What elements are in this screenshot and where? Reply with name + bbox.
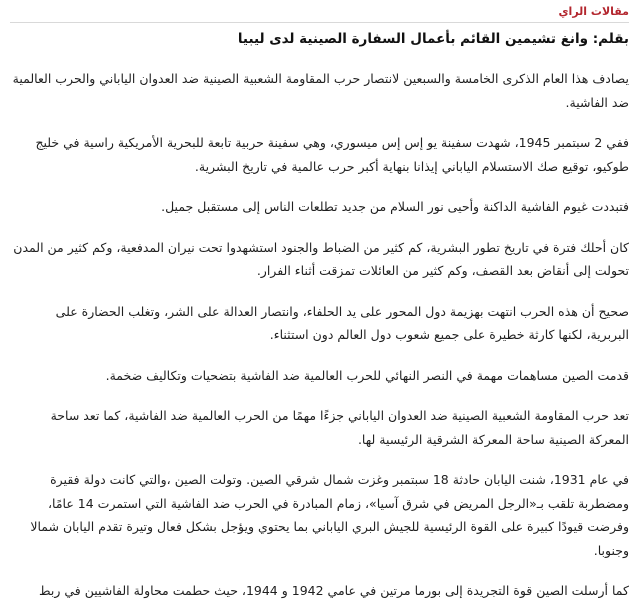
article-paragraph-3: فتبددت غيوم الفاشية الداكنة وأحيى نور السلام من جديد تطلعات الناس إلى مستقبل جميل.: [161, 199, 629, 214]
article-paragraph-4: كان أحلك فترة في تاريخ تطور البشرية، كم كثير من الضباط والجنود استشهدوا تحت نيران المدفعية، وكم كثير من المدن تحولت إلى أنقاض بعد القصف، وكم كثير من العائلات تمزقت أثناء الفرار.: [13, 239, 629, 278]
article-paragraph-6: قدمت الصين مساهمات مهمة في النصر النهائي للحرب العالمية ضد الفاشية بتضحيات وتكاليف ضخمة.: [105, 367, 629, 383]
article-paragraph-8: في عام 1931، شنت اليابان حادثة 18 سبتمبر وغزت شمال شرقي الصين. وتولت الصين ،والتي كانت دولة فقيرة ومضطربة تلقب بـ«الرجل المريض في شرق آسيا»، زمام المبادرة في الحرب ضد الفاشية التي استمرت 14 عامًا، وفرضت قيودًا كبيرة على القوة الرئيسية للجيش البري الياباني بما يحتوي ويؤجل بشكل فعال وتيرة تقدم اليابان شمالا وجنوبا.: [30, 472, 629, 558]
header-divider: [10, 22, 629, 23]
article-paragraph-1: يصادف هذا العام الذكرى الخامسة والسبعين لانتصار حرب المقاومة الشعبية الصينية ضد العدوان الياباني والحرب العالمية ضد الفاشية.: [12, 71, 629, 110]
article-paragraph-2: ففي 2 سبتمبر 1945، شهدت سفينة يو إس إس ميسوري، وهي سفينة حربية تابعة للبحرية الأمريكية راسية في خليج طوكيو، توقيع صك الاستسلام الياباني إيذانا بنهاية أكبر حرب عالمية في تاريخ البشرية.: [35, 135, 629, 174]
article-paragraph-7: تعد حرب المقاومة الشعبية الصينية ضد العدوان الياباني جزءًا مهمًا من الحرب العالمية ضد الفاشية، كما تعد ساحة المعركة الصينية ساحة المعركة الشرقية الرئيسية لها.: [50, 408, 629, 447]
article-paragraph-5: صحيح أن هذه الحرب انتهت بهزيمة دول المحور على يد الحلفاء، وانتصار العدالة على الشر، وتغلب الحضارة على البربرية، لكنها كارثة خطيرة على جميع شعوب دول العالم دون استثناء.: [55, 303, 629, 342]
article-paragraph-9: كما أرسلت الصين قوة التجريدة إلى بورما مرتين في عامي 1942 و 1944، حيث حطمت محاولة الفاشيين في ربط: [38, 583, 629, 598]
article-byline: بقلم: وانغ تشيمين القائم بأعمال السفارة الصينية لدى ليبيا: [237, 31, 629, 47]
section-label[interactable]: مقالات الراي: [558, 5, 629, 18]
